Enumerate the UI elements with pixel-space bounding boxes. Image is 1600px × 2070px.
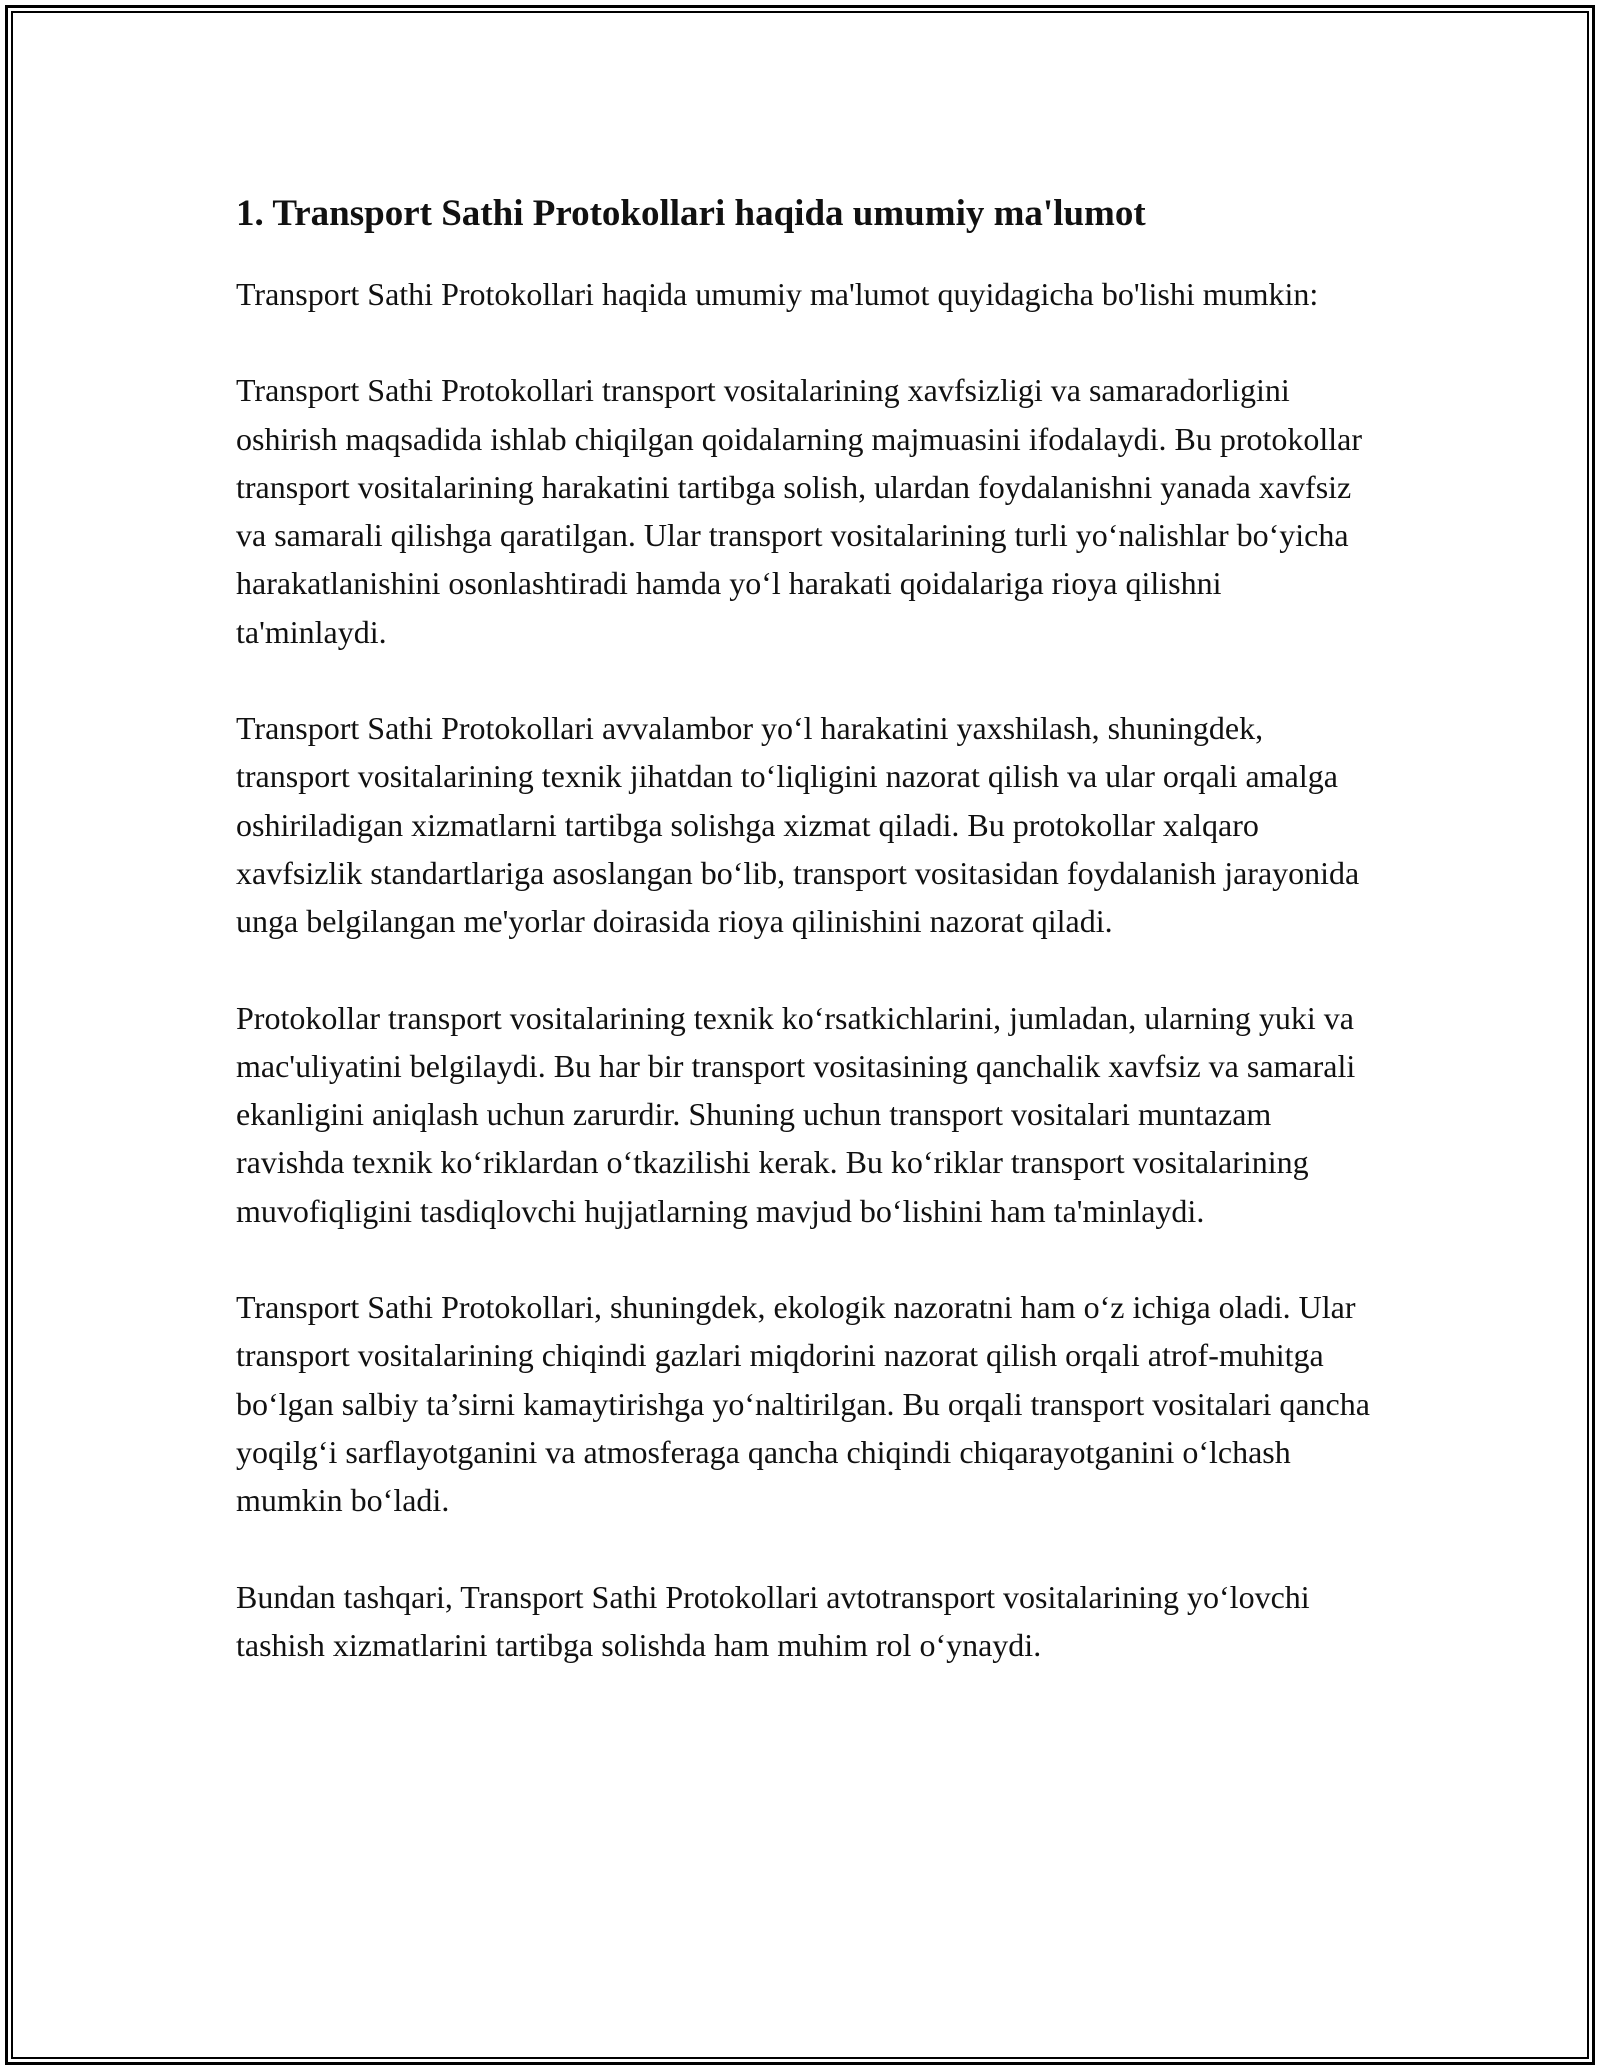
paragraph-road-traffic: Transport Sathi Protokollari avvalambor yo‘l harakatini yaxshilash, shuningdek, transport vositalarining texnik jihatdan to‘liqligini nazorat qilish va ular orqali amalga oshiriladigan xizmatlarni tartibga solishga xizmat qiladi. Bu protokollar xalqaro xavfsizlik standartlariga asoslangan bo‘lib, transport vositasidan foydalanish jarayonida unga belgilangan me'yorlar doirasida rioya qilinishini nazorat qiladi. (236, 710, 1360, 940)
paragraph-definition: Transport Sathi Protokollari transport vositalarining xavfsizligi va samaradorligini oshirish maqsadida ishlab chiqilgan qoidalarning majmuasini ifodalaydi. Bu protokollar transport vositalarining harakatini tartibga solish, ulardan foydalanishni yanada xavfsiz va samarali qilishga qaratilgan. Ular transport vositalarining turli yo‘nalishlar bo‘yicha harakatlanishini osonlashtiradi hamda yo‘l harakati qoidalariga rioya qilishni ta'minlaydi. (236, 372, 1363, 650)
paragraph-passenger-transport: Bundan tashqari, Transport Sathi Protokollari avtotransport vositalarining yo‘lovchi tashish xizmatlarini tartibga solishda ham muhim rol o‘ynaydi. (236, 1578, 1310, 1663)
paragraph-ecological-control: Transport Sathi Protokollari, shuningdek, ekologik nazoratni ham o‘z ichiga oladi. Ular transport vositalarining chiqindi gazlari miqdorini nazorat qilish orqali atrof-muhitga bo‘lgan salbiy ta’sirni kamaytirishga yo‘naltirilgan. Bu orqali transport vositalari qancha yoqilg‘i sarflayotganini va atmosferaga qancha chiqindi chiqarayotganini o‘lchash mumkin bo‘ladi. (236, 1289, 1370, 1519)
document-body (236, 186, 1376, 1669)
paragraph-technical-indicators: Protokollar transport vositalarining texnik ko‘rsatkichlarini, jumladan, ularning yuki va mac'uliyatini belgilaydi. Bu har bir transport vositasining qanchalik xavfsiz va samarali ekanligini aniqlash uchun zarurdir. Shuning uchun transport vositalari muntazam ravishda texnik ko‘riklardan o‘tkazilishi kerak. Bu ko‘riklar transport vositalarining muvofiqligini tasdiqlovchi hujjatlarning mavjud bo‘lishini ham ta'minlaydi. (236, 999, 1356, 1229)
section-title: 1. Transport Sathi Protokollari haqida umumiy ma'lumot (236, 193, 1146, 234)
intro-paragraph: Transport Sathi Protokollari haqida umumiy ma'lumot quyidagicha bo'lishi mumkin: (236, 276, 1319, 312)
